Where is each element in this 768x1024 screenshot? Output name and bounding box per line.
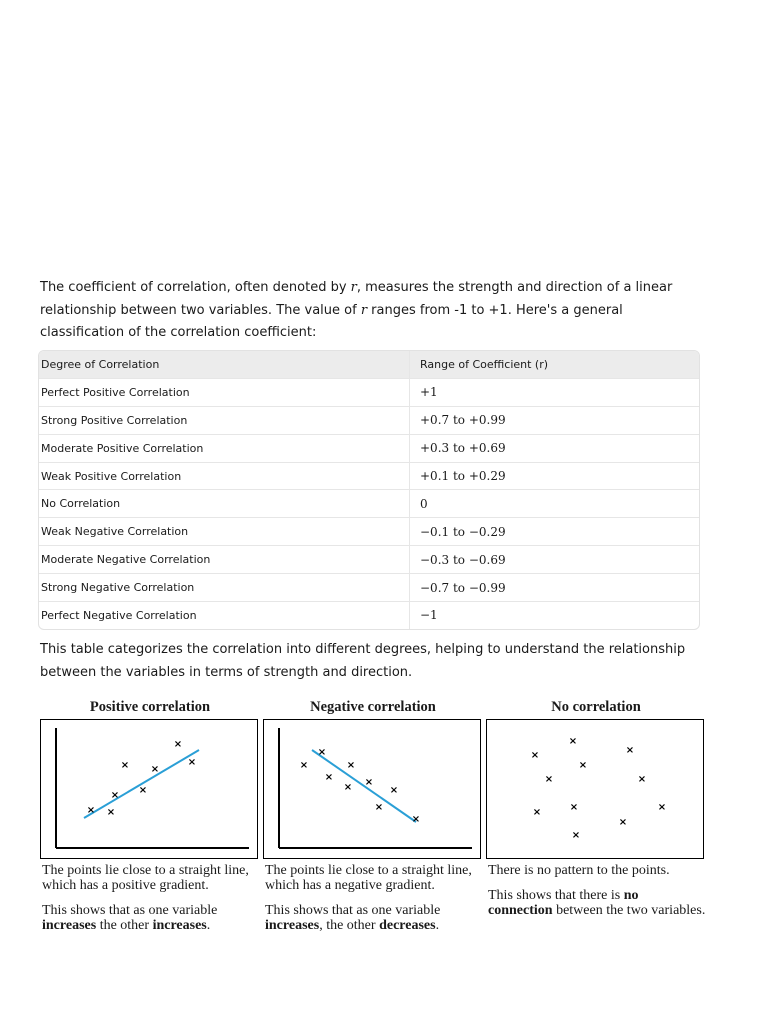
range-cell: +0.3 to +0.69 bbox=[409, 435, 699, 462]
point-marker: × bbox=[389, 785, 399, 796]
table-row bbox=[39, 601, 699, 629]
range-cell: +0.1 to +0.29 bbox=[409, 463, 699, 490]
panel-description: The points lie close to a straight line, which has a positive gradient. bbox=[42, 863, 249, 893]
header-degree: Degree of Correlation bbox=[41, 357, 160, 371]
point-marker: × bbox=[364, 777, 374, 788]
panel-title: Negative correlation bbox=[310, 699, 436, 715]
panel-title: Positive correlation bbox=[89, 699, 211, 715]
intro-text-2: , measures the strength and direction of a linear relationship between two variables. The value of bbox=[40, 280, 673, 318]
point-marker: × bbox=[578, 760, 588, 771]
intro-text-1: The coefficient of correlation, often denoted by bbox=[40, 280, 351, 295]
scatter-diagram bbox=[263, 719, 481, 859]
conclusion-text: . bbox=[435, 918, 440, 933]
point-marker: × bbox=[411, 814, 421, 825]
intro-text-3: ranges from -1 to +1. Here's a general classification of the correlation coefficient: bbox=[40, 302, 623, 340]
panel-conclusion bbox=[486, 888, 706, 918]
table-row bbox=[39, 489, 699, 517]
degree-cell: Moderate Negative Correlation bbox=[41, 553, 211, 567]
outro-paragraph: This table categorizes the correlation into different degrees, helping to understand the relationship between the variables in terms of strength and direction. bbox=[40, 642, 686, 680]
range-cell: +0.7 to +0.99 bbox=[409, 407, 699, 434]
degree-cell: Weak Positive Correlation bbox=[41, 469, 182, 483]
intro-paragraph bbox=[40, 277, 700, 345]
panel-conclusion bbox=[263, 903, 483, 933]
range-cell: −0.7 to −0.99 bbox=[409, 574, 699, 601]
point-marker: × bbox=[343, 782, 353, 793]
negative-correlation-panel bbox=[263, 697, 483, 933]
conclusion-bold: increases bbox=[152, 918, 207, 933]
conclusion-text: between the two variables. bbox=[552, 903, 706, 918]
point-marker: × bbox=[625, 745, 635, 756]
conclusion-text: This shows that as one variable bbox=[42, 903, 218, 918]
degree-cell: No Correlation bbox=[41, 497, 121, 511]
degree-cell: Perfect Positive Correlation bbox=[41, 385, 190, 399]
panel-description: The points lie close to a straight line, which has a negative gradient. bbox=[265, 863, 472, 893]
point-marker: × bbox=[530, 750, 540, 761]
degree-cell: Weak Negative Correlation bbox=[41, 525, 189, 539]
degree-cell: Strong Positive Correlation bbox=[41, 413, 188, 427]
point-marker: × bbox=[637, 774, 647, 785]
scatter-plot-positive bbox=[41, 720, 256, 857]
degree-cell: Moderate Positive Correlation bbox=[41, 441, 204, 455]
table-row bbox=[39, 517, 699, 545]
point-marker: × bbox=[173, 739, 183, 750]
symbol-r-2: r bbox=[360, 302, 368, 318]
point-marker: × bbox=[299, 760, 309, 771]
scatter-plot-none bbox=[487, 720, 702, 857]
point-marker: × bbox=[120, 760, 130, 771]
point-marker: × bbox=[346, 760, 356, 771]
scatter-diagram bbox=[486, 719, 704, 859]
conclusion-text: This shows that there is bbox=[488, 888, 624, 903]
conclusion-text: . bbox=[206, 918, 211, 933]
scatter-plot-negative bbox=[264, 720, 479, 857]
point-marker: × bbox=[317, 747, 327, 758]
range-cell: −1 bbox=[409, 602, 699, 629]
conclusion-text: the other bbox=[96, 918, 153, 933]
conclusion-bold: increases bbox=[42, 918, 97, 933]
data-points bbox=[531, 736, 666, 841]
point-marker: × bbox=[86, 805, 96, 816]
positive-correlation-panel bbox=[40, 697, 260, 933]
correlation-table bbox=[38, 350, 700, 630]
degree-cell: Strong Negative Correlation bbox=[41, 581, 195, 595]
trend-line bbox=[84, 750, 199, 818]
degree-cell: Perfect Negative Correlation bbox=[41, 608, 197, 622]
header-range: Range of Coefficient (r) bbox=[409, 351, 699, 378]
panel-conclusion bbox=[40, 903, 260, 933]
point-marker: × bbox=[544, 774, 554, 785]
point-marker: × bbox=[571, 830, 581, 841]
table-header-row bbox=[39, 351, 699, 378]
table-row bbox=[39, 406, 699, 434]
point-marker: × bbox=[657, 802, 667, 813]
point-marker: × bbox=[569, 802, 579, 813]
point-marker: × bbox=[110, 790, 120, 801]
point-marker: × bbox=[374, 802, 384, 813]
symbol-r: r bbox=[350, 280, 357, 295]
point-marker: × bbox=[106, 807, 116, 818]
panel-description: There is no pattern to the points. bbox=[488, 863, 670, 878]
table-row bbox=[39, 573, 699, 601]
scatter-diagram bbox=[40, 719, 258, 859]
panel-title: No correlation bbox=[551, 699, 641, 715]
point-marker: × bbox=[568, 736, 578, 747]
table-row bbox=[39, 545, 699, 573]
conclusion-bold: no connection bbox=[488, 888, 639, 918]
point-marker: × bbox=[618, 817, 628, 828]
point-marker: × bbox=[187, 757, 197, 768]
conclusion-text: , the other bbox=[319, 918, 380, 933]
no-correlation-panel bbox=[486, 697, 706, 918]
table-row bbox=[39, 434, 699, 462]
table-row bbox=[39, 378, 699, 406]
conclusion-text: This shows that as one variable bbox=[265, 903, 441, 918]
point-marker: × bbox=[138, 785, 148, 796]
range-cell: 0 bbox=[409, 490, 699, 517]
point-marker: × bbox=[324, 772, 334, 783]
conclusion-bold: decreases bbox=[379, 918, 436, 933]
range-cell: −0.3 to −0.69 bbox=[409, 546, 699, 573]
point-marker: × bbox=[150, 764, 160, 775]
range-cell: −0.1 to −0.29 bbox=[409, 518, 699, 545]
conclusion-bold: increases bbox=[265, 918, 320, 933]
point-marker: × bbox=[532, 807, 542, 818]
range-cell: +1 bbox=[409, 379, 699, 406]
table-row bbox=[39, 462, 699, 490]
